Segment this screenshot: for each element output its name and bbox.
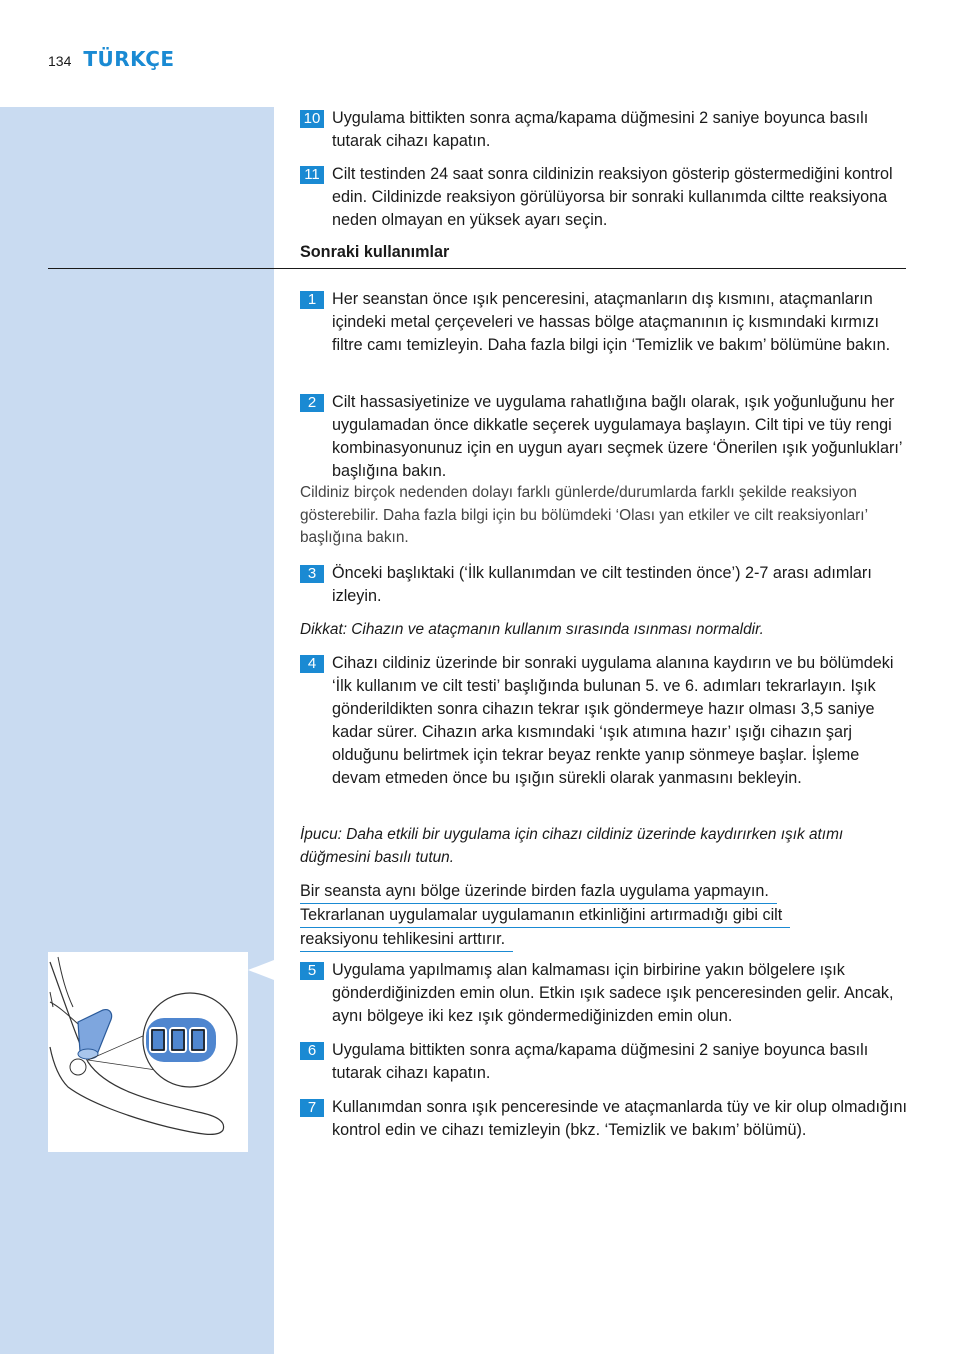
step-number-badge: 1	[300, 291, 324, 309]
step-text: Cihazı cildiniz üzerinde bir sonraki uygulama alanına kaydırın ve bu bölümdeki ‘İlk kullanım ve cilt testi’ başlığında bulunan 5. ve 6. adımları tekrarlayın. Işık gönderildikten sonra cihazın tekrar ışık göndermeye hazır olması 3,5 saniye kadar sürer. Cihazın arka kısmındaki ‘ışık atımına hazır’ ışığı cihazın şarj olduğunu belirtmek için tekrar beyaz renkte yanıp sönmeye başlar. İşleme devam etmeden önce bu ışığın sürekli olarak yanmasını bekleyin.	[332, 654, 894, 787]
step-text: Uygulama bittikten sonra açma/kapama düğmesini 2 saniye boyunca basılı tutarak cihazı kapatın.	[332, 1041, 869, 1082]
illustration-pointer	[248, 960, 274, 980]
warning-line: Tekrarlanan uygulamalar uygulamanın etkinliğini artırmadığı gibi cilt	[300, 904, 790, 928]
step-number-badge: 2	[300, 394, 324, 412]
step-text: Cilt testinden 24 saat sonra cildinizin reaksiyon gösterip göstermediğini kontrol edin. Cildinizde reaksiyon görülüyorsa bir sonraki kullanımda ciltte reaksiyona neden olmayan en yüksek ayarı seçin.	[332, 165, 893, 229]
step-number-badge: 4	[300, 655, 324, 673]
step-number-badge: 6	[300, 1042, 324, 1060]
step-number-badge: 7	[300, 1099, 324, 1117]
step-6	[300, 1039, 910, 1085]
warning-block	[300, 880, 860, 952]
sidebar-panel	[0, 107, 274, 1354]
caution-note: Dikkat: Cihazın ve ataçmanın kullanım sırasında ısınması normaldir.	[300, 621, 764, 638]
step-number-badge: 10	[300, 110, 324, 128]
step-number-badge: 3	[300, 565, 324, 583]
step-number-badge: 11	[300, 166, 324, 184]
warning-line: Bir seansta aynı bölge üzerinde birden fazla uygulama yapmayın.	[300, 880, 777, 904]
step-text: Uygulama bittikten sonra açma/kapama düğmesini 2 saniye boyunca basılı tutarak cihazı kapatın.	[332, 109, 869, 150]
step-number-badge: 5	[300, 962, 324, 980]
step-2-note: Cildiniz birçok nedenden dolayı farklı günlerde/durumlarda farklı şekilde reaksiyon gösterebilir. Daha fazla bilgi için bu bölümdeki ‘Olası yan etkiler ve cilt reaksiyonları’ başlığına bakın.	[300, 484, 868, 546]
step-text: Önceki başlıktaki (‘İlk kullanımdan ve cilt testinden önce’) 2-7 arası adımları izleyin.	[332, 564, 872, 605]
step-4	[300, 652, 910, 790]
language-title: TÜRKÇE	[83, 47, 175, 71]
leg-device-icon	[48, 952, 248, 1152]
step-3	[300, 562, 910, 608]
step-5	[300, 959, 910, 1028]
step-2	[300, 391, 910, 483]
section-title: Sonraki kullanımlar	[300, 243, 450, 261]
page-header	[48, 47, 175, 77]
step-11	[300, 163, 910, 232]
step-text: Kullanımdan sonra ışık penceresinde ve ataçmanlarda tüy ve kir olup olmadığını kontrol edin ve cihazı temizleyin (bkz. ‘Temizlik ve bakım’ bölümü).	[332, 1098, 907, 1139]
step-text: Cilt hassasiyetinize ve uygulama rahatlığına bağlı olarak, ışık yoğunluğunu her uygulamadan önce dikkatle seçerek uygulamaya başlayın. Cilt tipi ve tüy rengi kombinasyonunuz için en uygun ayarı seçmek üzere ‘Önerilen ışık yoğunlukları’ başlığına bakın.	[332, 393, 902, 480]
step-text: Her seanstan önce ışık penceresini, ataçmanların dış kısmını, ataçmanların içindeki metal çerçeveleri ve hassas bölge ataçmanının iç kısmındaki kırmızı filtre camı temizleyin. Daha fazla bilgi için ‘Temizlik ve bakım’ bölümüne bakın.	[332, 290, 891, 354]
device-on-leg-illustration	[48, 952, 248, 1152]
page-number: 134	[48, 53, 72, 69]
step-1	[300, 288, 910, 357]
step-text: Uygulama yapılmamış alan kalmaması için birbirine yakın bölgelere ışık gönderdiğinizden emin olun. Etkin ışık sadece ışık penceresinden gelir. Ancak, aynı bölgeye iki kez ışık göndermediğinizden emin olun.	[332, 961, 894, 1025]
section-divider	[48, 268, 906, 269]
tip-note: İpucu: Daha etkili bir uygulama için cihazı cildiniz üzerinde kaydırırken ışık atımı düğmesini basılı tutun.	[300, 826, 844, 866]
step-7	[300, 1096, 910, 1142]
step-10	[300, 107, 910, 153]
warning-line: reaksiyonu tehlikesini arttırır.	[300, 928, 513, 952]
